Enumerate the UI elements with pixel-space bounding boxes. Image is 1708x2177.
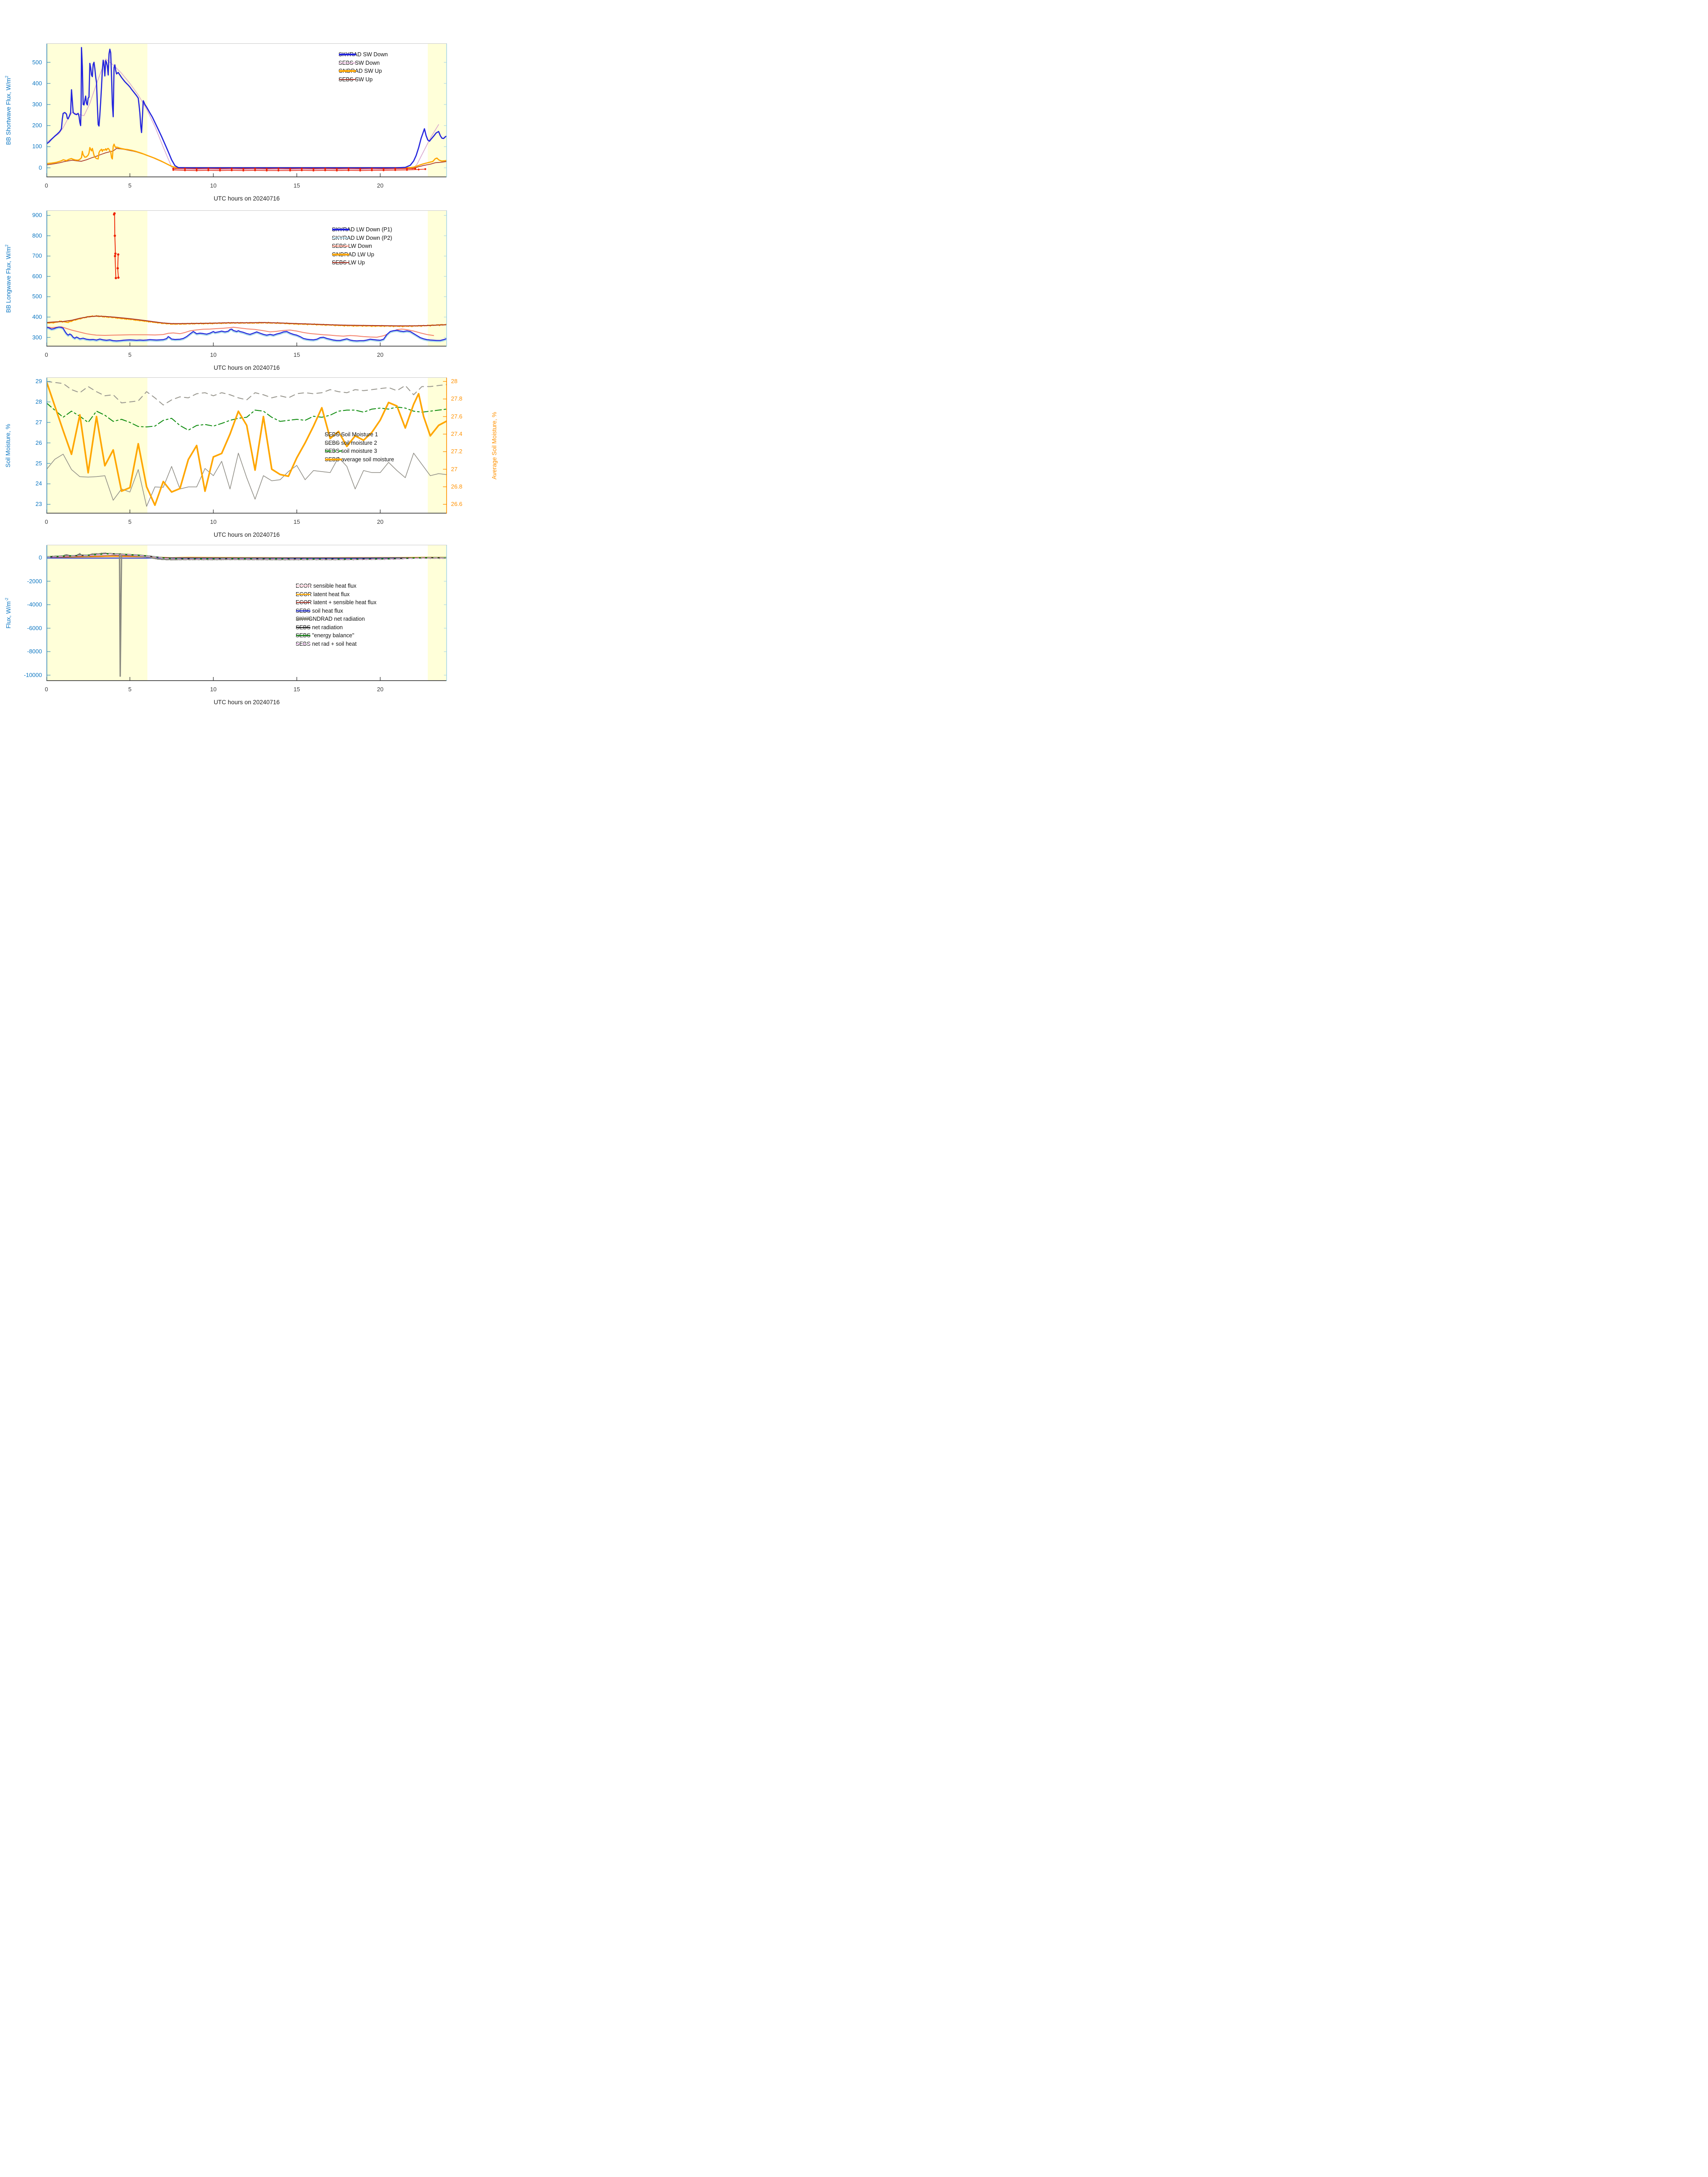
right-tick-label: 28 bbox=[451, 378, 458, 385]
legend-item bbox=[296, 582, 376, 590]
legend-label: SEBS "energy balance" bbox=[296, 632, 355, 639]
right-tick-label: 27.8 bbox=[451, 395, 463, 402]
right-tick-label: 27.2 bbox=[451, 448, 463, 455]
shaded-band bbox=[46, 43, 147, 177]
legend-swatch bbox=[296, 616, 311, 622]
legend-swatch bbox=[296, 608, 311, 614]
x-tick-label: 15 bbox=[293, 686, 300, 693]
marker-sebs-sw-night-lower bbox=[184, 169, 186, 171]
legend-label: SEBS net radiation bbox=[296, 624, 343, 631]
marker-sebs-sw-night-lower bbox=[289, 170, 291, 171]
marker-sebs-sw-night-lower bbox=[196, 170, 197, 171]
marker-sebs-sw-night-upper bbox=[184, 168, 186, 170]
y-tick-label: 200 bbox=[32, 122, 42, 129]
shaded-band bbox=[428, 377, 447, 514]
y-tick-label: -2000 bbox=[27, 577, 42, 585]
legend-swatch bbox=[296, 624, 311, 631]
y-tick-label: 500 bbox=[32, 293, 42, 300]
marker-sebs-sw-night-upper bbox=[266, 168, 267, 170]
marker-sebs-sw-night-lower bbox=[254, 169, 256, 171]
y-tick-label: -4000 bbox=[27, 601, 42, 608]
legend-swatch bbox=[296, 641, 311, 647]
legend-item bbox=[296, 615, 376, 623]
y-tick-label: 24 bbox=[35, 480, 42, 487]
y-axis-label: Soil Moisture, % bbox=[4, 423, 12, 468]
shaded-band bbox=[46, 545, 147, 681]
legend-swatch bbox=[338, 60, 356, 66]
marker-sebs-sw-night-upper bbox=[359, 168, 361, 170]
legend-longwave bbox=[332, 226, 392, 267]
x-tick-label: 20 bbox=[377, 686, 384, 693]
legend-flux bbox=[296, 582, 376, 648]
legend-label: ECOR sensible heat flux bbox=[296, 583, 357, 589]
marker-sebs-sw-night-lower bbox=[383, 169, 384, 171]
legend-item bbox=[338, 67, 388, 75]
y-axis-label: BB Longwave Flux, $W/m^2$ bbox=[4, 244, 12, 313]
marker-sebs-sw-night-lower bbox=[359, 170, 361, 171]
right-tick-label: 27.6 bbox=[451, 413, 463, 420]
x-tick-label: 5 bbox=[128, 351, 132, 358]
legend-label: SEBS average soil moisture bbox=[325, 456, 394, 463]
y-tick-label: 28 bbox=[35, 398, 42, 405]
legend-label: ECOR latent heat flux bbox=[296, 591, 350, 598]
x-tick-label: 0 bbox=[45, 182, 48, 189]
legend-item bbox=[296, 598, 376, 607]
marker-sebs-sw-night-upper bbox=[254, 168, 256, 170]
marker-sebs-sw-night-lower bbox=[266, 170, 267, 171]
x-tick-label: 20 bbox=[377, 518, 384, 525]
marker-lw-spike bbox=[114, 234, 116, 237]
y-tick-label: 29 bbox=[35, 378, 42, 385]
figure bbox=[0, 0, 569, 726]
legend-item bbox=[296, 623, 376, 632]
legend-swatch bbox=[325, 440, 342, 446]
y-tick-label: 100 bbox=[32, 143, 42, 150]
legend-item bbox=[332, 242, 392, 251]
x-tick-label: 5 bbox=[128, 518, 132, 525]
legend-item bbox=[296, 607, 376, 615]
right-tick-label: 26.8 bbox=[451, 483, 463, 490]
legend-item bbox=[338, 59, 388, 67]
legend-label: SKYRAD SW Down bbox=[338, 51, 388, 58]
x-axis-label: UTC hours on 20240716 bbox=[213, 699, 280, 706]
right-axis-label: Average Soil Moisture, % bbox=[491, 411, 498, 480]
x-tick-label: 10 bbox=[210, 182, 217, 189]
legend-swatch bbox=[296, 599, 311, 606]
marker-sebs-sw-night-lower bbox=[347, 169, 349, 171]
legend-swatch bbox=[338, 68, 356, 74]
marker-lw-spike bbox=[113, 212, 116, 214]
legend-swatch bbox=[332, 251, 350, 258]
shaded-band bbox=[428, 43, 447, 177]
marker-sebs-sw-night-lower bbox=[172, 169, 174, 171]
legend-label: SEBS SW Down bbox=[338, 59, 380, 66]
y-tick-label: 800 bbox=[32, 232, 42, 239]
y-tick-label: 600 bbox=[32, 272, 42, 280]
legend-label: SEBS net rad + soil heat bbox=[296, 640, 357, 647]
legend-swatch bbox=[332, 259, 350, 266]
marker-sebs-sw-night-upper bbox=[207, 168, 209, 170]
y-tick-label: 23 bbox=[35, 501, 42, 508]
legend-label: ECOR latent + sensible heat flux bbox=[296, 599, 376, 606]
marker-sebs-sw-night-lower bbox=[231, 169, 233, 171]
marker-sebs-sw-night-lower bbox=[301, 169, 303, 171]
legend-item bbox=[338, 50, 388, 59]
marker-sebs-sw-night-lower bbox=[219, 170, 221, 171]
marker-sebs-sw-night-lower bbox=[336, 170, 338, 171]
right-tick-label: 27.4 bbox=[451, 430, 463, 438]
marker-sebs-sw-night-lower bbox=[424, 168, 426, 170]
marker-sebs-sw-night-lower bbox=[313, 170, 314, 171]
y-tick-label: 700 bbox=[32, 252, 42, 259]
y-tick-label: -6000 bbox=[27, 624, 42, 631]
marker-sebs-sw-night-upper bbox=[242, 168, 244, 170]
legend-swatch bbox=[332, 226, 350, 233]
marker-sebs-sw-night-lower bbox=[324, 169, 326, 171]
y-tick-label: 400 bbox=[32, 79, 42, 87]
x-tick-label: 5 bbox=[128, 686, 132, 693]
legend-label: SKYRAD LW Down (P2) bbox=[332, 234, 393, 241]
legend-label: GNDRAD LW Up bbox=[332, 251, 374, 258]
legend-swatch bbox=[325, 448, 342, 454]
panel-flux bbox=[46, 545, 447, 681]
marker-lw-spike bbox=[117, 267, 119, 269]
marker-lw-spike bbox=[114, 255, 116, 257]
legend-item bbox=[325, 439, 394, 447]
x-tick-label: 15 bbox=[293, 518, 300, 525]
legend-item bbox=[325, 447, 394, 455]
legend-label: SEBS soil moisture 2 bbox=[325, 439, 377, 446]
legend-swatch bbox=[338, 51, 356, 58]
legend-item bbox=[296, 631, 376, 640]
legend-item bbox=[332, 259, 392, 267]
legend-item bbox=[332, 226, 392, 234]
marker-sebs-sw-night-upper bbox=[324, 168, 326, 170]
legend-swatch bbox=[325, 431, 342, 438]
marker-sebs-sw-night-upper bbox=[336, 168, 338, 170]
x-tick-label: 0 bbox=[45, 686, 48, 693]
marker-sebs-sw-night-lower bbox=[207, 169, 209, 171]
marker-sebs-sw-night-upper bbox=[313, 168, 314, 170]
legend-label: SEBS LW Down bbox=[332, 243, 372, 250]
y-tick-label: -10000 bbox=[24, 671, 42, 678]
y-tick-label: 300 bbox=[32, 101, 42, 108]
legend-label: SEBS LW Up bbox=[332, 259, 365, 266]
shaded-band bbox=[46, 377, 147, 514]
legend-swatch bbox=[332, 243, 350, 249]
y-axis-label: BB Shortwave Flux, $W/m^2$ bbox=[4, 75, 12, 145]
x-axis-label: UTC hours on 20240716 bbox=[213, 531, 280, 538]
x-tick-label: 5 bbox=[128, 182, 132, 189]
legend-item bbox=[332, 251, 392, 259]
x-tick-label: 20 bbox=[377, 182, 384, 189]
y-tick-label: 400 bbox=[32, 313, 42, 320]
y-tick-label: 26 bbox=[35, 439, 42, 446]
y-tick-label: 500 bbox=[32, 58, 42, 66]
y-tick-label: -8000 bbox=[27, 648, 42, 655]
legend-item bbox=[325, 430, 394, 439]
marker-sebs-sw-night-upper bbox=[289, 168, 291, 170]
legend-swatch bbox=[338, 76, 356, 83]
legend-item bbox=[296, 640, 376, 648]
y-axis-label: Flux, $W/m^{-2}$ bbox=[4, 598, 12, 628]
marker-lw-spike bbox=[115, 277, 117, 279]
legend-swatch bbox=[296, 591, 311, 598]
x-axis-label: UTC hours on 20240716 bbox=[213, 364, 280, 371]
x-tick-label: 15 bbox=[293, 351, 300, 358]
marker-sebs-sw-night-upper bbox=[219, 168, 221, 170]
legend-label: SEBS soil moisture 3 bbox=[325, 448, 377, 455]
legend-label: SKYRAD LW Down (P1) bbox=[332, 226, 393, 233]
legend-label: SEBS Soil Moisture 1 bbox=[325, 431, 378, 438]
y-tick-label: 0 bbox=[38, 164, 42, 171]
shaded-band bbox=[428, 545, 447, 681]
legend-swatch bbox=[332, 235, 350, 241]
marker-sebs-sw-night-lower bbox=[406, 169, 408, 171]
legend-item bbox=[296, 590, 376, 599]
legend-item bbox=[332, 234, 392, 242]
legend-label: SKY/GNDRAD net radiation bbox=[296, 616, 365, 623]
legend-label: SEBS soil heat flux bbox=[296, 607, 343, 614]
y-tick-label: 300 bbox=[32, 334, 42, 341]
marker-sebs-sw-night-lower bbox=[394, 169, 396, 171]
marker-sebs-sw-night-lower bbox=[418, 168, 419, 170]
marker-sebs-sw-night-upper bbox=[301, 168, 303, 170]
legend-swatch bbox=[325, 456, 342, 463]
marker-lw-spike bbox=[114, 252, 117, 255]
y-tick-label: 25 bbox=[35, 460, 42, 467]
y-tick-label: 27 bbox=[35, 418, 42, 426]
y-tick-label: 0 bbox=[38, 554, 42, 561]
marker-lw-spike bbox=[117, 276, 120, 279]
legend-item bbox=[325, 455, 394, 464]
marker-sebs-sw-night-upper bbox=[231, 168, 233, 170]
x-tick-label: 10 bbox=[210, 351, 217, 358]
legend-swatch bbox=[296, 632, 311, 639]
y-tick-label: 900 bbox=[32, 212, 42, 219]
x-axis-label: UTC hours on 20240716 bbox=[213, 195, 280, 202]
marker-sebs-sw-night-lower bbox=[242, 170, 244, 171]
legend-label: GNDRAD SW Up bbox=[338, 68, 382, 75]
shaded-band bbox=[46, 210, 147, 347]
right-tick-label: 27 bbox=[451, 465, 458, 472]
x-tick-label: 20 bbox=[377, 351, 384, 358]
x-tick-label: 0 bbox=[45, 518, 48, 525]
marker-sebs-sw-night-lower bbox=[371, 169, 373, 171]
right-tick-label: 26.6 bbox=[451, 501, 463, 508]
legend-item bbox=[338, 75, 388, 84]
legend-swatch bbox=[296, 583, 311, 589]
marker-sebs-sw-night-upper bbox=[347, 168, 349, 170]
legend-shortwave bbox=[338, 50, 388, 84]
x-tick-label: 0 bbox=[45, 351, 48, 358]
legend-label: SEBS SW Up bbox=[338, 76, 373, 83]
marker-sebs-sw-night-lower bbox=[277, 170, 279, 171]
legend-soil-moisture bbox=[325, 430, 394, 464]
marker-sebs-sw-night-upper bbox=[196, 168, 197, 170]
marker-lw-spike bbox=[117, 253, 119, 255]
marker-sebs-sw-night-upper bbox=[371, 168, 373, 170]
x-tick-label: 15 bbox=[293, 182, 300, 189]
x-tick-label: 10 bbox=[210, 518, 217, 525]
marker-sebs-sw-night-upper bbox=[277, 168, 279, 170]
x-tick-label: 10 bbox=[210, 686, 217, 693]
